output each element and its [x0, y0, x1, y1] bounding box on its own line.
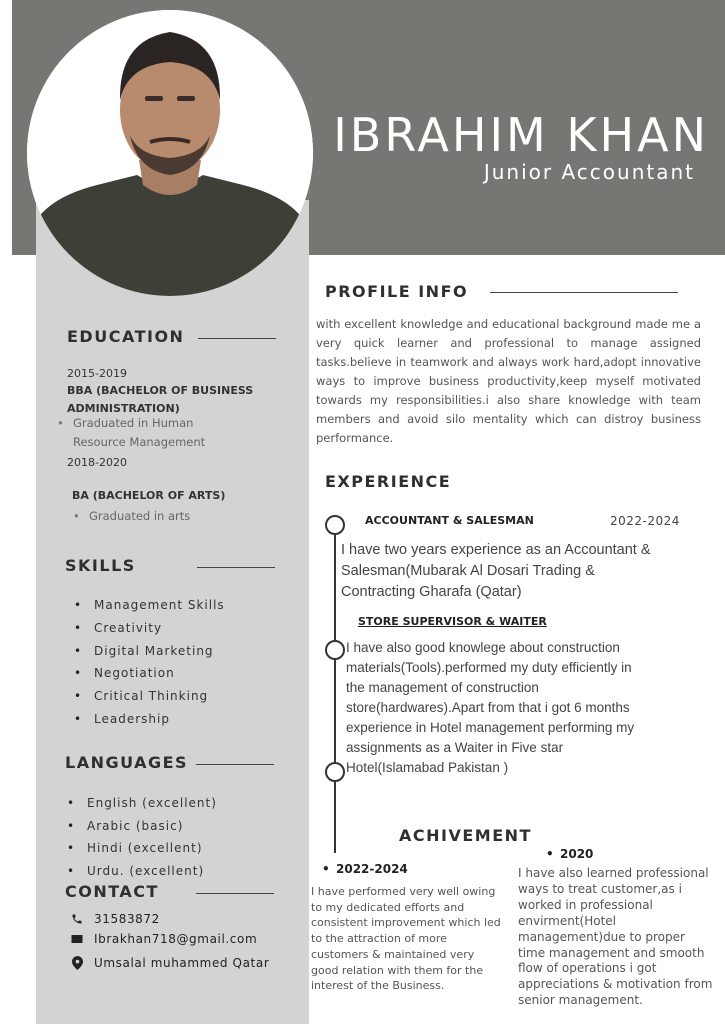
- contact-address: [70, 956, 269, 970]
- job-description-line: I have two years experience as an Accountant &: [341, 542, 651, 558]
- profile-photo: [27, 10, 313, 296]
- job-description-line: materials(Tools).performed my duty efficiently in: [346, 660, 632, 675]
- job-description-line: assignments as a Waiter in Five star: [346, 740, 564, 755]
- achievement-text: [311, 884, 501, 994]
- achievement-line: worked in professional: [518, 897, 653, 912]
- education-detail: [73, 414, 205, 452]
- portrait-illustration: [27, 10, 313, 296]
- email-icon: [70, 932, 84, 946]
- language-item: • Urdu. (excellent): [87, 860, 217, 883]
- job-description-line: Hotel(Islamabad Pakistan ): [346, 760, 509, 775]
- skills-rule: [197, 567, 275, 568]
- achievement-line: I have also learned professional: [518, 866, 709, 880]
- education-detail-line: Resource Management: [73, 435, 206, 449]
- achievement-line: interest of the Business.: [311, 979, 445, 993]
- phone-icon: [70, 912, 84, 926]
- education-degree: [72, 487, 225, 505]
- achievement-line: to the attraction of more: [311, 932, 447, 946]
- job-description-line: store(hardwares).Apart from that i got 6 months: [346, 700, 630, 715]
- address-text: Umsalal muhammed Qatar: [94, 956, 270, 970]
- timeline-line: [334, 525, 336, 853]
- job-description-line: the management of construction: [346, 680, 539, 695]
- achievement-line: senior management.: [518, 993, 643, 1008]
- phone-number[interactable]: 31583872: [94, 912, 160, 926]
- job-title: STORE SUPERVISOR & WAITER: [358, 615, 547, 628]
- achievement-line: time management and smooth: [518, 945, 705, 960]
- achievement-line: appreciations & motivation from: [518, 977, 713, 992]
- achievement-heading: ACHIVEMENT: [399, 826, 532, 845]
- location-pin-icon: [70, 956, 84, 970]
- education-degree-line: BBA (BACHELOR OF BUSINESS: [67, 384, 254, 397]
- email-address[interactable]: Ibrakhan718@gmail.com: [94, 932, 258, 946]
- job-description: [341, 540, 651, 603]
- achievement-year: • 2020: [560, 847, 593, 861]
- education-rule: [198, 338, 276, 339]
- languages-list: [87, 792, 217, 883]
- job-role: Junior Accountant: [483, 160, 695, 184]
- language-item: • English (excellent): [87, 792, 217, 815]
- candidate-name: IBRAHIM KHAN: [333, 108, 709, 162]
- profile-text: with excellent knowledge and educational background made me a very quick learner and professional to manage assigned tasks.believe in teamwork and always work hard,adopt innovative ways to improve business productivity,keep myself motivated towards my responsibilities.i also share knowledge with team members and avoid silo mentality which can distroy business performance.: [316, 317, 701, 445]
- education-detail: [89, 507, 190, 526]
- education-degree: [67, 382, 253, 418]
- profile-heading: PROFILE INFO: [325, 282, 469, 301]
- languages-rule: [196, 764, 274, 765]
- job-description-line: Salesman(Mubarak Al Dosari Trading &: [341, 563, 595, 579]
- contact-email: [70, 932, 257, 946]
- achievement-line: to my dedicated efforts and: [311, 900, 465, 914]
- job-title: ACCOUNTANT & SALESMAN: [365, 514, 534, 527]
- education-degree-line: ADMINISTRATION): [67, 402, 180, 415]
- languages-heading: LANGUAGES: [65, 753, 189, 772]
- timeline-dot: [325, 762, 345, 782]
- job-description-line: I have also good knowlege about construction: [346, 640, 620, 655]
- achievement-line: consistent improvement which led: [311, 916, 501, 930]
- skill-item: • Negotiation: [94, 662, 225, 685]
- skills-list: [94, 594, 225, 731]
- achievement-line: management)due to proper: [518, 929, 685, 944]
- achievement-text: [518, 866, 712, 1009]
- education-detail-line: • Graduated in Human: [73, 416, 194, 430]
- timeline-dot: [325, 640, 345, 660]
- job-date: 2022-2024: [610, 514, 680, 528]
- contact-heading: CONTACT: [65, 882, 159, 901]
- skills-heading: SKILLS: [65, 556, 136, 575]
- education-degree-line: BA (BACHELOR OF ARTS): [72, 489, 226, 502]
- language-item: • Arabic (basic): [87, 815, 217, 838]
- achievement-line: customers & maintained very: [311, 947, 475, 961]
- skill-item: • Creativity: [94, 617, 225, 640]
- profile-rule: [490, 292, 678, 293]
- education-years: 2018-2020: [67, 456, 127, 469]
- experience-heading: EXPERIENCE: [325, 472, 452, 491]
- achievement-line: good relation with them for the: [311, 963, 484, 977]
- achievement-line: flow of operations i got: [518, 961, 657, 976]
- timeline-dot: [325, 515, 345, 535]
- achievement-line: I have performed very well owing: [311, 885, 496, 898]
- contact-phone: [70, 912, 160, 926]
- job-description: [346, 638, 634, 778]
- skill-item: • Leadership: [94, 708, 225, 731]
- skill-item: • Management Skills: [94, 594, 225, 617]
- education-heading: EDUCATION: [67, 327, 185, 346]
- achievement-line: envirment(Hotel: [518, 913, 616, 928]
- skill-item: • Digital Marketing: [94, 640, 225, 663]
- education-detail-line: • Graduated in arts: [89, 509, 191, 523]
- achievement-line: ways to treat customer,as i: [518, 881, 682, 896]
- contact-rule: [196, 893, 274, 894]
- achievement-year: • 2022-2024: [336, 862, 408, 876]
- skill-item: • Critical Thinking: [94, 685, 225, 708]
- job-description-line: Contracting Gharafa (Qatar): [341, 584, 522, 600]
- language-item: • Hindi (excellent): [87, 837, 217, 860]
- education-years: 2015-2019: [67, 367, 127, 380]
- job-description-line: experience in Hotel management performing my: [346, 720, 635, 735]
